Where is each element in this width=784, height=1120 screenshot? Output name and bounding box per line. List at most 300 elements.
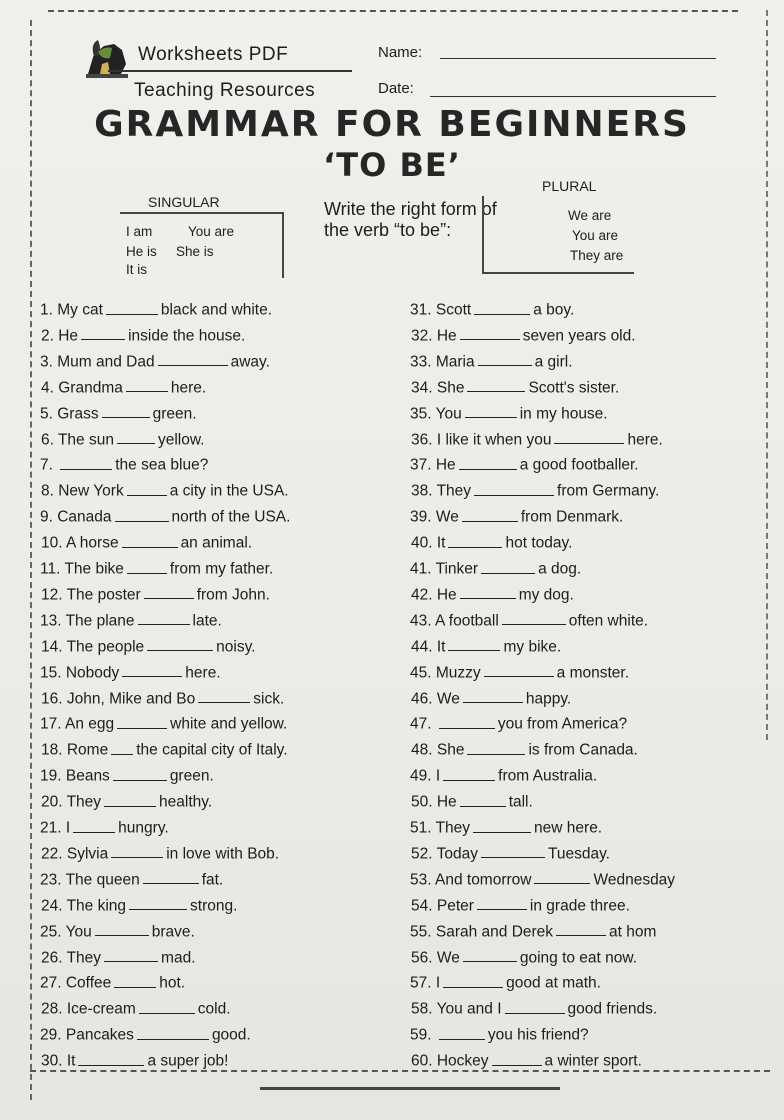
question-item xyxy=(410,764,597,786)
sentence-start: Ice-cream xyxy=(66,1000,136,1018)
sentence-end: brave. xyxy=(151,923,195,941)
question-number: 1. xyxy=(40,301,58,319)
singular-pronoun: I am xyxy=(126,224,153,239)
answer-blank[interactable] xyxy=(127,479,167,496)
question-number: 50. xyxy=(411,793,437,811)
answer-blank[interactable] xyxy=(95,920,149,937)
sentence-start: Rome xyxy=(66,741,109,759)
sentence-end: a monster. xyxy=(556,664,630,682)
question-number: 5. xyxy=(40,405,58,423)
question-item xyxy=(410,350,573,372)
sentence-start: I like it when you xyxy=(436,431,552,448)
sentence-start: Coffee xyxy=(65,974,112,992)
sentence-end: in love with Bob. xyxy=(166,845,280,863)
question-item xyxy=(41,531,252,553)
sentence-start: I xyxy=(435,974,441,992)
answer-blank[interactable] xyxy=(462,505,518,522)
question-item xyxy=(41,687,284,709)
sentence-start: You and I xyxy=(436,1000,502,1018)
question-number: 18. xyxy=(41,741,67,759)
answer-blank[interactable] xyxy=(459,453,517,470)
answer-blank[interactable] xyxy=(147,635,213,652)
answer-blank[interactable] xyxy=(138,609,190,626)
question-item xyxy=(41,790,212,812)
sentence-start: You xyxy=(65,923,92,941)
question-item xyxy=(40,298,272,320)
question-number: 52. xyxy=(411,845,437,863)
question-item xyxy=(411,479,659,501)
answer-blank[interactable] xyxy=(81,324,125,341)
answer-blank[interactable] xyxy=(122,531,178,548)
answer-blank[interactable] xyxy=(104,790,156,807)
answer-blank[interactable] xyxy=(158,350,228,367)
sentence-end: green. xyxy=(152,405,197,423)
question-number: 29. xyxy=(40,1026,66,1044)
question-number: 53. xyxy=(410,871,435,889)
answer-blank[interactable] xyxy=(104,946,158,963)
plural-pronoun: We are xyxy=(568,208,612,223)
sentence-end: good at math. xyxy=(506,974,601,992)
sentence-end: my dog. xyxy=(518,586,574,604)
answer-blank[interactable] xyxy=(534,868,590,885)
sentence-start: Scott xyxy=(435,301,472,319)
question-number: 38. xyxy=(411,482,437,500)
question-item xyxy=(41,376,206,398)
sentence-start: Beans xyxy=(65,767,110,785)
question-number: 22. xyxy=(41,845,67,863)
sentence-start: She xyxy=(436,379,465,397)
answer-blank[interactable] xyxy=(473,816,531,833)
question-number: 51. xyxy=(410,819,436,837)
answer-blank[interactable] xyxy=(465,402,517,419)
question-item xyxy=(411,1049,642,1071)
sentence-end: good. xyxy=(211,1026,251,1044)
sentence-start: The plane xyxy=(65,612,135,630)
answer-blank[interactable] xyxy=(463,687,523,704)
question-number: 46. xyxy=(411,690,437,707)
question-item xyxy=(411,894,630,916)
sentence-start: I xyxy=(435,767,441,785)
question-number: 34. xyxy=(411,379,437,397)
sentence-start: He xyxy=(436,327,457,345)
singular-pronoun: She is xyxy=(176,244,214,259)
sentence-end: here. xyxy=(627,431,663,448)
answer-blank[interactable] xyxy=(115,505,169,522)
sentence-end: inside the house. xyxy=(128,327,246,345)
question-number: 54. xyxy=(411,897,437,915)
answer-blank[interactable] xyxy=(114,971,156,988)
sentence-end: Tuesday. xyxy=(547,845,610,863)
sentence-start: My cat xyxy=(57,301,103,319)
question-item xyxy=(41,997,231,1019)
sentence-end: good friends. xyxy=(567,1000,658,1018)
question-item xyxy=(411,738,638,760)
answer-blank[interactable] xyxy=(443,764,495,781)
answer-blank[interactable] xyxy=(111,842,163,859)
sentence-start: We xyxy=(435,508,459,526)
sentence-start: New York xyxy=(58,482,124,500)
instruction-text: Write the right form of the verb “to be”: xyxy=(324,199,497,240)
question-item xyxy=(411,790,533,812)
answer-blank[interactable] xyxy=(460,324,520,341)
sentence-start: A football xyxy=(435,612,499,630)
question-number: 21. xyxy=(40,819,66,837)
question-item xyxy=(41,583,270,605)
sentence-start: Today xyxy=(436,845,478,863)
question-item xyxy=(411,428,663,450)
sentence-start: Maria xyxy=(435,353,475,371)
sentence-end: noisy. xyxy=(216,638,256,656)
question-item xyxy=(40,350,270,372)
sentence-start: Nobody xyxy=(65,664,120,682)
sentence-end: the capital city of Italy. xyxy=(136,741,288,759)
question-number: 32. xyxy=(411,327,437,345)
sentence-end: you his friend? xyxy=(487,1026,589,1044)
question-number: 7. xyxy=(40,456,58,474)
singular-title: SINGULAR xyxy=(148,194,220,210)
sentence-start: It xyxy=(436,638,446,656)
sentence-end: away. xyxy=(230,353,270,371)
question-item xyxy=(41,479,289,501)
question-number: 36. xyxy=(411,431,437,448)
question-item xyxy=(410,1023,589,1045)
question-item xyxy=(411,324,636,346)
question-number: 49. xyxy=(410,767,436,785)
question-item xyxy=(411,997,657,1019)
question-number: 10. xyxy=(41,534,66,552)
question-item xyxy=(410,971,601,993)
question-number: 13. xyxy=(40,612,66,630)
sentence-start: An egg xyxy=(65,715,115,733)
question-item xyxy=(40,971,185,993)
plural-pronoun: You are xyxy=(572,228,619,243)
sentence-start: Sarah and Derek xyxy=(435,923,554,941)
answer-blank[interactable] xyxy=(484,661,554,678)
question-item xyxy=(40,920,195,942)
sentence-end: fat. xyxy=(201,871,224,889)
sentence-end: from John. xyxy=(196,586,270,604)
singular-pronoun: He is xyxy=(126,244,157,259)
answer-blank[interactable] xyxy=(439,1023,485,1040)
answer-blank[interactable] xyxy=(481,557,535,574)
sentence-end: healthy. xyxy=(159,793,213,811)
sentence-end: from Denmark. xyxy=(520,508,624,526)
sentence-start: We xyxy=(436,949,460,966)
sentence-end: my bike. xyxy=(503,638,562,656)
sentence-end: hot. xyxy=(159,974,186,992)
answer-blank[interactable] xyxy=(463,946,517,963)
sentence-start: The bike xyxy=(64,560,124,578)
sentence-start: The people xyxy=(66,638,145,656)
question-item xyxy=(410,453,639,475)
question-item xyxy=(40,402,197,424)
answer-blank[interactable] xyxy=(443,971,503,988)
brand-divider xyxy=(108,70,352,72)
answer-blank[interactable] xyxy=(477,894,527,911)
sentence-start: Grandma xyxy=(58,379,123,397)
sentence-end: an animal. xyxy=(180,534,253,552)
answer-blank[interactable] xyxy=(78,1049,144,1066)
question-number: 37. xyxy=(410,456,436,474)
sentence-start: Mum and Dad xyxy=(57,353,155,371)
answer-blank[interactable] xyxy=(111,738,133,755)
sentence-end: hot today. xyxy=(505,534,573,552)
question-item xyxy=(41,894,237,916)
question-item xyxy=(41,635,255,657)
sentence-start: The poster xyxy=(66,586,141,604)
question-number: 12. xyxy=(41,586,67,604)
sentence-start: It xyxy=(436,534,446,552)
question-number: 2. xyxy=(41,327,59,345)
sentence-end: from Germany. xyxy=(557,482,660,500)
question-number: 55. xyxy=(410,923,436,941)
answer-blank[interactable] xyxy=(467,738,525,755)
sentence-start: John, Mike and Bo xyxy=(66,690,196,707)
sentence-start: They xyxy=(66,949,102,966)
question-number: 27. xyxy=(40,974,66,992)
answer-blank[interactable] xyxy=(129,894,187,911)
sentence-start: It xyxy=(66,1052,76,1070)
sentence-start: Pancakes xyxy=(65,1026,134,1044)
sentence-end: new here. xyxy=(534,819,603,837)
sentence-end: going to eat now. xyxy=(519,949,638,966)
sentence-end: north of the USA. xyxy=(171,508,291,526)
question-number: 39. xyxy=(410,508,436,526)
sentence-end: a good footballer. xyxy=(519,456,639,474)
question-number: 20. xyxy=(41,793,67,811)
sentence-start: The king xyxy=(66,897,127,915)
singular-pronoun: You are xyxy=(188,224,235,239)
question-item xyxy=(410,868,675,890)
sentence-start: The sun xyxy=(57,431,114,448)
sentence-start: He xyxy=(436,586,457,604)
question-item xyxy=(40,764,214,786)
singular-pronoun: It is xyxy=(126,262,148,277)
sentence-end: strong. xyxy=(190,897,238,915)
sentence-end: seven years old. xyxy=(522,327,636,345)
answer-blank[interactable] xyxy=(117,712,167,729)
sentence-start: She xyxy=(436,741,465,759)
answer-blank[interactable] xyxy=(492,1049,542,1066)
sentence-start: Canada xyxy=(57,508,112,526)
sentence-start: He xyxy=(436,793,457,811)
question-number: 47. xyxy=(410,715,436,733)
answer-blank[interactable] xyxy=(102,402,150,419)
question-number: 58. xyxy=(411,1000,437,1018)
answer-blank[interactable] xyxy=(126,376,168,393)
sentence-start: Grass xyxy=(57,405,99,423)
answer-blank[interactable] xyxy=(460,790,506,807)
question-number: 16. xyxy=(41,690,67,707)
answer-blank[interactable] xyxy=(144,583,194,600)
sentence-end: from my father. xyxy=(169,560,274,578)
answer-blank[interactable] xyxy=(556,920,606,937)
answer-blank[interactable] xyxy=(439,712,495,729)
question-item xyxy=(41,1049,228,1071)
answer-blank[interactable] xyxy=(143,868,199,885)
sentence-end: white and yellow. xyxy=(170,715,288,733)
answer-blank[interactable] xyxy=(73,816,115,833)
answer-blank[interactable] xyxy=(117,428,155,445)
sentence-start: You xyxy=(435,405,462,423)
answer-blank[interactable] xyxy=(474,479,554,496)
sentence-end: a super job! xyxy=(147,1052,229,1070)
question-number: 17. xyxy=(40,715,65,733)
sentence-end: hungry. xyxy=(118,819,169,837)
question-number: 35. xyxy=(410,405,436,423)
question-item xyxy=(411,635,561,657)
sentence-start: He xyxy=(58,327,79,345)
name-field[interactable] xyxy=(440,58,716,59)
question-item xyxy=(410,661,629,683)
answer-blank[interactable] xyxy=(481,842,545,859)
plural-title: PLURAL xyxy=(542,178,597,194)
question-number: 8. xyxy=(41,482,59,500)
question-item xyxy=(410,816,602,838)
question-item xyxy=(410,298,574,320)
question-number: 59. xyxy=(410,1026,436,1044)
sentence-end: in my house. xyxy=(519,405,608,423)
question-number: 24. xyxy=(41,897,67,915)
answer-blank[interactable] xyxy=(448,635,500,652)
answer-blank[interactable] xyxy=(137,1023,209,1040)
question-number: 60. xyxy=(411,1052,437,1070)
question-number: 48. xyxy=(411,741,437,759)
answer-blank[interactable] xyxy=(505,997,565,1014)
sentence-end: here. xyxy=(170,379,207,397)
question-number: 31. xyxy=(410,301,436,319)
question-number: 33. xyxy=(410,353,436,371)
sentence-end: cold. xyxy=(197,1000,231,1018)
answer-blank[interactable] xyxy=(467,376,525,393)
brand-logo-icon xyxy=(84,34,130,80)
sentence-start: He xyxy=(435,456,456,474)
answer-blank[interactable] xyxy=(139,997,195,1014)
question-number: 56. xyxy=(411,949,437,966)
name-label: Name: xyxy=(378,44,423,61)
sentence-end: at hom xyxy=(609,923,657,941)
sentence-end: a dog. xyxy=(538,560,582,578)
answer-blank[interactable] xyxy=(198,687,250,704)
question-item xyxy=(41,428,205,450)
question-item xyxy=(40,453,208,475)
sentence-start: Hockey xyxy=(436,1052,489,1070)
date-field[interactable] xyxy=(430,96,716,97)
question-number: 42. xyxy=(411,586,437,604)
sentence-end: mad. xyxy=(161,949,196,966)
question-number: 6. xyxy=(41,431,58,448)
sentence-end: yellow. xyxy=(157,431,205,448)
sentence-start: I xyxy=(65,819,71,837)
sentence-start: They xyxy=(66,793,102,811)
answer-blank[interactable] xyxy=(60,453,112,470)
question-item xyxy=(411,531,572,553)
answer-blank[interactable] xyxy=(474,298,530,315)
answer-blank[interactable] xyxy=(478,350,532,367)
sentence-start: Sylvia xyxy=(66,845,109,863)
sentence-end: green. xyxy=(169,767,214,785)
sentence-end: a winter sport. xyxy=(544,1052,642,1070)
sentence-end: often white. xyxy=(568,612,649,630)
question-item xyxy=(411,842,610,864)
question-item xyxy=(40,557,273,579)
question-item xyxy=(410,557,581,579)
sentence-end: late. xyxy=(192,612,222,630)
question-number: 28. xyxy=(41,1000,67,1018)
answer-blank[interactable] xyxy=(106,298,158,315)
question-item xyxy=(41,738,288,760)
question-number: 4. xyxy=(41,379,59,397)
question-number: 57. xyxy=(410,974,436,992)
answer-blank[interactable] xyxy=(113,764,167,781)
question-number: 25. xyxy=(40,923,66,941)
question-number: 19. xyxy=(40,767,66,785)
sentence-end: tall. xyxy=(508,793,533,811)
answer-blank[interactable] xyxy=(554,428,624,445)
sentence-end: a city in the USA. xyxy=(169,482,289,500)
brand-tagline: Teaching Resources xyxy=(134,80,316,101)
question-number: 26. xyxy=(41,949,67,966)
sentence-start: Tinker xyxy=(435,560,479,578)
sentence-start: The queen xyxy=(65,871,140,889)
question-number: 30. xyxy=(41,1052,67,1070)
sentence-end: happy. xyxy=(525,690,572,707)
question-item xyxy=(41,946,196,968)
sentence-end: here. xyxy=(185,664,221,682)
sentence-end: from Australia. xyxy=(498,767,598,785)
question-item xyxy=(410,402,608,424)
top-cut-border xyxy=(48,10,738,12)
question-number: 45. xyxy=(410,664,436,682)
question-number: 11. xyxy=(40,560,65,578)
plural-pronoun: They are xyxy=(570,248,624,263)
question-number: 43. xyxy=(410,612,435,630)
answer-blank[interactable] xyxy=(127,557,167,574)
sentence-end: Scott's sister. xyxy=(528,379,620,397)
sentence-start: And tomorrow xyxy=(435,871,532,889)
answer-blank[interactable] xyxy=(460,583,516,600)
bottom-rule xyxy=(260,1087,560,1090)
answer-blank[interactable] xyxy=(502,609,566,626)
question-item xyxy=(40,1023,251,1045)
question-item xyxy=(40,816,169,838)
sentence-start: We xyxy=(436,690,460,707)
date-label: Date: xyxy=(378,80,414,97)
question-number: 44. xyxy=(411,638,437,656)
sentence-start: Peter xyxy=(436,897,474,915)
question-item xyxy=(40,505,290,527)
answer-blank[interactable] xyxy=(122,661,182,678)
question-item xyxy=(411,376,619,398)
sentence-end: the sea blue? xyxy=(115,456,209,474)
question-item xyxy=(410,609,648,631)
sentence-start: A horse xyxy=(66,534,119,552)
sentence-end: a girl. xyxy=(534,353,573,371)
worksheet-subtitle: ‘TO BE’ xyxy=(323,146,461,184)
question-number: 40. xyxy=(411,534,437,552)
question-item xyxy=(411,687,571,709)
answer-blank[interactable] xyxy=(448,531,502,548)
question-item xyxy=(411,946,637,968)
question-item xyxy=(410,920,656,942)
sentence-end: you from America? xyxy=(497,715,628,733)
question-number: 41. xyxy=(410,560,436,578)
sentence-start: They xyxy=(435,819,471,837)
question-item xyxy=(40,609,222,631)
sentence-end: Wednesday xyxy=(593,871,676,889)
sentence-end: black and white. xyxy=(160,301,273,319)
sentence-start: Muzzy xyxy=(435,664,481,682)
